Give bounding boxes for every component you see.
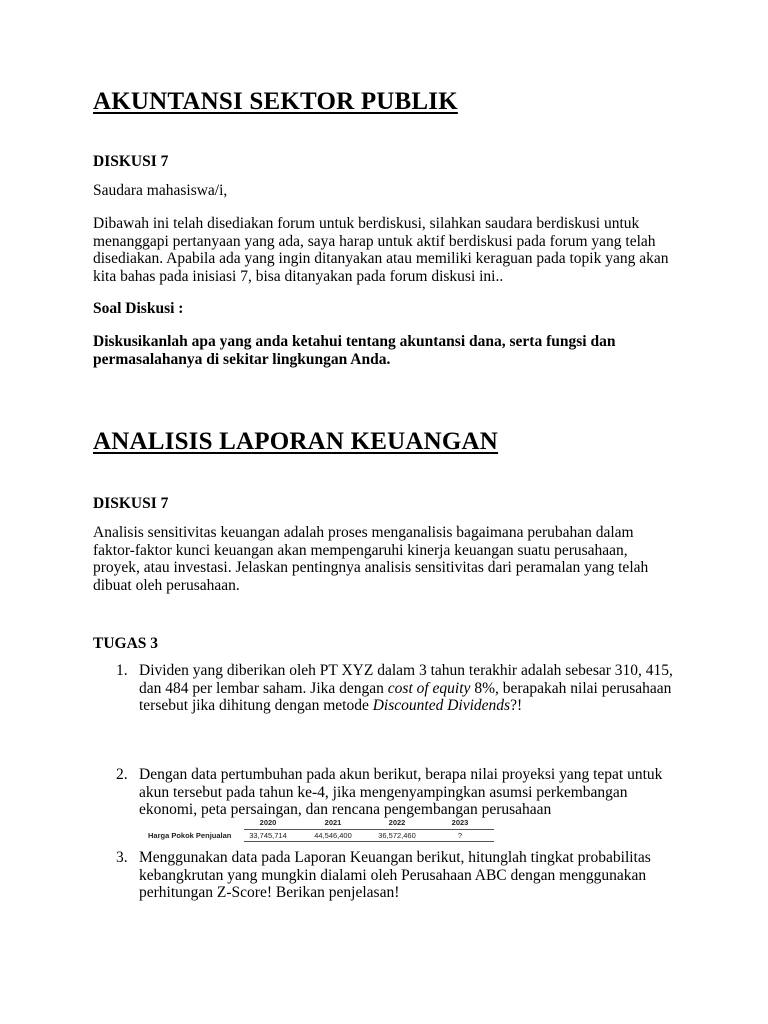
task-line: akun tersebut pada tahun ke-4, jika mengenyampingkan asumsi perkembangan — [139, 783, 628, 801]
table-header-year: 2021 — [324, 818, 342, 827]
body-line: dibuat oleh perusahaan. — [93, 576, 240, 594]
task-line: kebangkrutan yang mungkin dialami oleh Perusahaan ABC dengan menggunakan — [139, 866, 647, 884]
intro-line: Dibawah ini telah disediakan forum untuk berdiskusi, silahkan saudara berdiskusi untuk — [93, 215, 640, 232]
section-title-analisis-laporan-keuangan: ANALISIS LAPORAN KEUANGAN — [93, 428, 499, 455]
task-text — [139, 662, 673, 715]
task-line: Dengan data pertumbuhan pada akun berikut, berapa nilai proyeksi yang tepat untuk — [139, 766, 663, 783]
section1-subheading: DISKUSI 7 — [93, 153, 169, 170]
task-number: 1. — [116, 662, 128, 679]
table-header-year: 2020 — [259, 818, 277, 827]
intro-paragraph — [93, 215, 668, 285]
greeting-text: Saudara mahasiswa/i, — [93, 182, 228, 199]
intro-line: disediakan. Apabila ada yang ingin ditanyakan atau memiliki keraguan pada topik yang akan — [93, 250, 669, 268]
task-line: dan 484 per lembar saham. Jika dengan cost of equity 8%, berapakah nilai perusahaan — [139, 679, 672, 697]
task-heading: TUGAS 3 — [93, 635, 159, 652]
question-paragraph — [93, 333, 615, 368]
section-title-akuntansi-sektor-publik: AKUNTANSI SEKTOR PUBLIK — [93, 88, 458, 115]
question-label: Soal Diskusi : — [93, 300, 184, 317]
task-number: 2. — [116, 766, 128, 783]
task-line: Menggunakan data pada Laporan Keuangan berikut, hitunglah tingkat probabilitas — [139, 849, 651, 866]
body-line: proyek, atau investasi. Jelaskan pentingnya analisis sensitivitas dari peramalan yang telah — [93, 559, 649, 577]
table-header-rule — [244, 829, 494, 830]
table-cell: ? — [457, 831, 463, 840]
task-text — [139, 849, 651, 902]
cost-of-sales-table — [144, 817, 494, 843]
table-cell: 36,572,460 — [378, 831, 416, 840]
body-line: faktor-faktor kunci keuangan akan mempengaruhi kinerja keuangan suatu perusahaan, — [93, 541, 628, 559]
task-line: perhitungan Z-Score! Berikan penjelasan! — [139, 884, 400, 902]
table-header-year: 2023 — [451, 818, 469, 827]
task-line: Dividen yang diberikan oleh PT XYZ dalam 3 tahun terakhir adalah sebesar 310, 415, — [139, 662, 673, 679]
table-header-year: 2022 — [388, 818, 406, 827]
body-line: Analisis sensitivitas keuangan adalah proses menganalisis bagaimana perubahan dalam — [93, 524, 634, 541]
table-cell: 33,745,714 — [249, 831, 287, 840]
section2-subheading: DISKUSI 7 — [93, 495, 169, 512]
task-line: tersebut jika dihitung dengan metode Discounted Dividends?! — [139, 697, 523, 715]
italic-term-discounted-dividends: Discounted Dividends — [372, 697, 511, 715]
italic-term-cost-of-equity: cost of equity — [387, 679, 471, 697]
table-cell: 44,546,400 — [314, 831, 352, 840]
intro-line: menanggapi pertanyaan yang ada, saya harap untuk aktif berdiskusi pada forum yang telah — [93, 232, 656, 250]
task-line: ekonomi, peta persaingan, dan rencana pengembangan perusahaan — [139, 801, 552, 819]
table-row-label: Harga Pokok Penjualan — [148, 831, 232, 840]
table-bottom-rule — [244, 841, 494, 842]
task-text — [139, 766, 662, 819]
question-line: permasalahanya di sekitar lingkungan Anda. — [93, 350, 391, 368]
task-number: 3. — [116, 849, 128, 866]
sensitivity-paragraph — [93, 524, 648, 594]
question-line: Diskusikanlah apa yang anda ketahui tentang akuntansi dana, serta fungsi dan — [93, 333, 616, 350]
intro-line: kita bahas pada inisiasi 7, bisa ditanyakan pada forum diskusi ini.. — [93, 267, 504, 285]
